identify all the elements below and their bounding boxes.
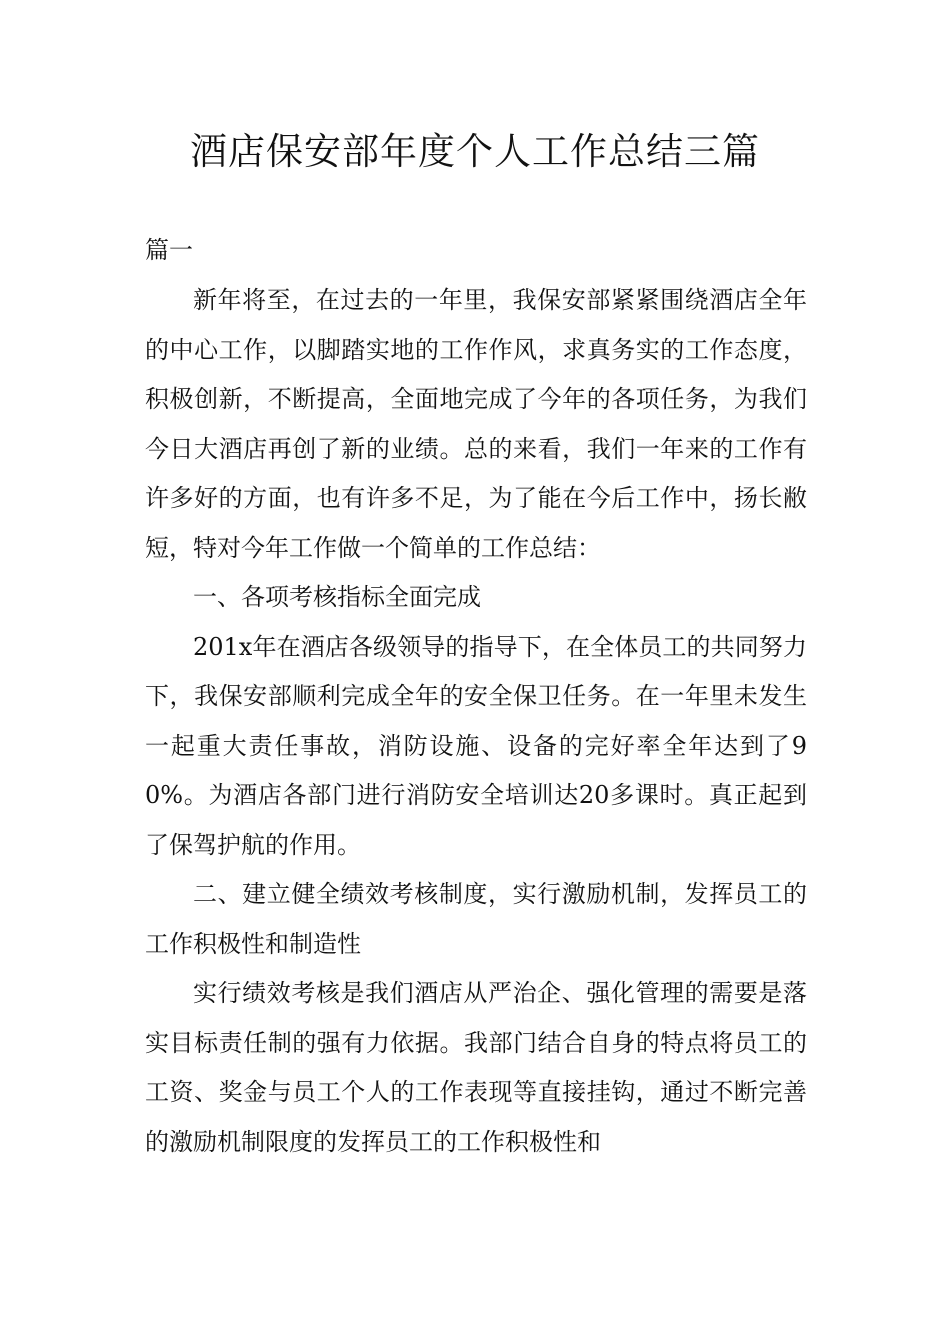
paragraph-heading-2: 二、建立健全绩效考核制度，实行激励机制，发挥员工的工作积极性和制造性 [145, 880, 807, 958]
section-label: 篇一 [145, 236, 193, 264]
document-title: 酒店保安部年度个人工作总结三篇 [190, 130, 760, 173]
document-body [145, 224, 807, 1167]
paragraph-heading-1: 一、各项考核指标全面完成 [193, 583, 481, 611]
paragraph-performance: 实行绩效考核是我们酒店从严治企、强化管理的需要是落实目标责任制的强有力依据。我部门结合自身的特点将员工的工资、奖金与员工个人的工作表现等直接挂钩，通过不断完善的激励机制限度的发挥员工的工作积极性和 [145, 979, 807, 1156]
paragraph-intro: 新年将至，在过去的一年里，我保安部紧紧围绕酒店全年的中心工作，以脚踏实地的工作作风，求真务实的工作态度，积极创新，不断提高，全面地完成了今年的各项任务，为我们今日大酒店再创了新的业绩。总的来看，我们一年来的工作有许多好的方面，也有许多不足，为了能在今后工作中，扬长敝短，特对今年工作做一个简单的工作总结： [145, 286, 807, 562]
paragraph-assessment: 201x年在酒店各级领导的指导下，在全体员工的共同努力下，我保安部顺利完成全年的安全保卫任务。在一年里未发生一起重大责任事故，消防设施、设备的完好率全年达到了90%。为酒店各部门进行消防安全培训达20多课时。真正起到了保驾护航的作用。 [145, 632, 807, 859]
